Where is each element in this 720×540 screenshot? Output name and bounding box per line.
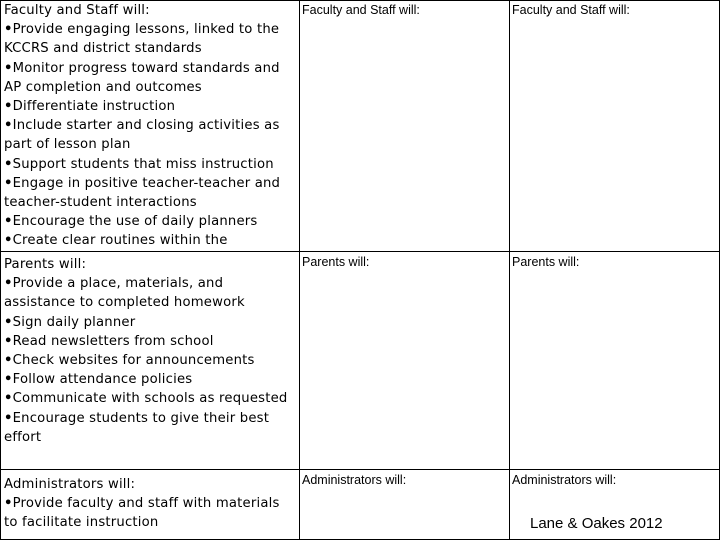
- list-item: • Encourage students to give their best effort: [4, 409, 297, 447]
- faculty-list: [4, 1, 297, 252]
- administrators-heading-3: Administrators will:: [512, 473, 617, 487]
- parents-heading-3: Parents will:: [512, 255, 580, 269]
- administrators-heading: Administrators will:: [4, 477, 136, 492]
- list-item: • Sign daily planner: [4, 313, 297, 332]
- list-item: • Read newsletters from school: [4, 332, 297, 351]
- list-item: • Provide engaging lessons, linked to the KCCRS and district standards: [4, 20, 297, 58]
- parents-heading-2: Parents will:: [302, 255, 370, 269]
- administrators-cell-2: [299, 469, 510, 540]
- faculty-heading-2: Faculty and Staff will:: [302, 3, 420, 17]
- list-item: • Provide a place, materials, and assistance to completed homework: [4, 274, 297, 312]
- list-item: • Support students that miss instruction: [4, 155, 297, 174]
- administrators-list: [4, 475, 297, 533]
- credit-text: Lane & Oakes 2012: [530, 515, 663, 532]
- list-item: • Engage in positive teacher-teacher and teacher-student interactions: [4, 174, 297, 212]
- list-item: • Differentiate instruction: [4, 97, 297, 116]
- parents-cell-3: [509, 251, 720, 470]
- faculty-cell-3: [509, 0, 720, 252]
- list-item: • Communicate with schools as requested: [4, 389, 297, 408]
- list-item: • Provide faculty and staff with materials to facilitate instruction: [4, 494, 297, 532]
- parents-list: [4, 255, 297, 447]
- list-item: • Encourage the use of daily planners: [4, 212, 297, 231]
- list-item: • Create clear routines within the: [4, 231, 297, 252]
- faculty-cell-2: [299, 0, 510, 252]
- list-item: • Check websites for announcements: [4, 351, 297, 370]
- administrators-cell-3: [509, 469, 720, 540]
- administrators-main-cell: [0, 469, 300, 540]
- administrators-heading-2: Administrators will:: [302, 473, 407, 487]
- faculty-heading: Faculty and Staff will:: [4, 3, 150, 18]
- parents-heading: Parents will:: [4, 257, 87, 272]
- parents-cell-2: [299, 251, 510, 470]
- list-item: • Include starter and closing activities as part of lesson plan: [4, 116, 297, 154]
- list-item: • Monitor progress toward standards and AP completion and outcomes: [4, 59, 297, 97]
- faculty-heading-3: Faculty and Staff will:: [512, 3, 630, 17]
- list-item: • Follow attendance policies: [4, 370, 297, 389]
- faculty-main-cell: [0, 0, 300, 252]
- parents-main-cell: [0, 251, 300, 470]
